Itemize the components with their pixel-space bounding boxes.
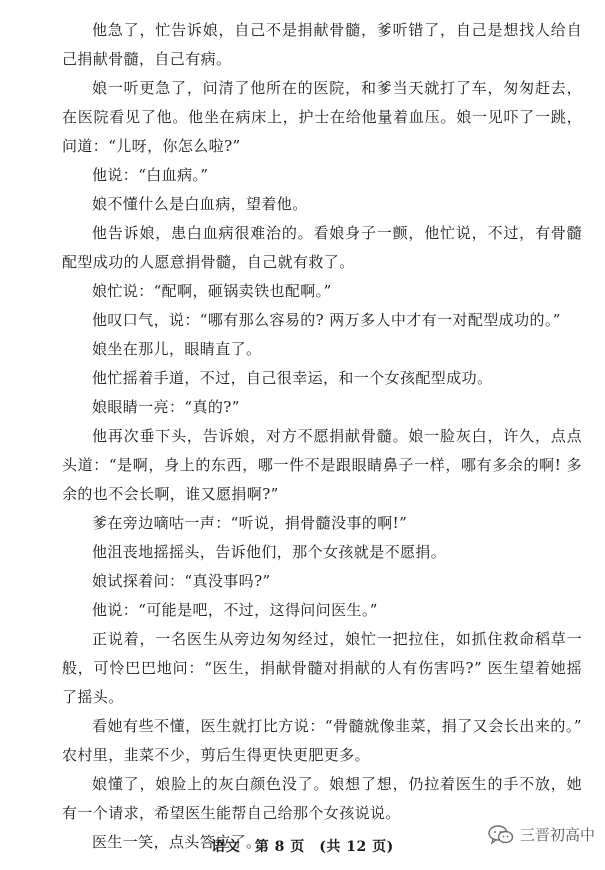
watermark [488, 824, 595, 845]
paragraph: 娘试探着问：“真没事吗?” [92, 572, 271, 590]
paragraph: 他再次垂下头，告诉娘，对方不愿捐献骨髓。娘一脸灰白，许久，点点头道：“是啊，身上的东西，哪一件不是跟眼睛鼻子一样，哪有多余的啊! 多余的也不会长啊，谁又愿捐啊?” [62, 427, 582, 503]
paragraph: 医生一笑，点头答应了。 [92, 833, 262, 851]
page-footer: 语文 第 8 页 (共 12 页) [211, 839, 394, 855]
watermark-label: 三晋初高中 [519, 826, 595, 844]
paragraph: 看她有些不懂，医生就打比方说：“骨髓就像韭菜，捐了又会长出来的。” 农村里，韭菜不少，剪后生得更快更肥更多。 [62, 717, 582, 764]
paragraph: 他说：“可能是吧，不过，这得问问医生。” [92, 601, 378, 619]
paragraph: 正说着，一名医生从旁边匆匆经过，娘忙一把拉住，如抓住救命稻草一般，可怜巴巴地问：“医生，捐献骨髓对捐献的人有伤害吗?” 医生望着她摇了摇头。 [62, 630, 582, 706]
paragraph: 娘懂了，娘脸上的灰白颜色没了。娘想了想，仍拉着医生的手不放，她有一个请求，希望医生能帮自己给那个女孩说说。 [62, 775, 582, 822]
paragraph: 他沮丧地摇摇头，告诉他们，那个女孩就是不愿捐。 [92, 543, 447, 561]
paragraph: 娘眼睛一亮：“真的?” [92, 398, 240, 416]
wechat-icon [488, 825, 514, 845]
paragraph: 娘不懂什么是白血病，望着他。 [92, 195, 308, 213]
paragraph: 娘忙说：“配啊，砸锅卖铁也配啊。” [92, 282, 332, 300]
paragraph: 爹在旁边嘀咕一声：“听说，捐骨髓没事的啊!” [92, 514, 408, 532]
paragraph: 他说：“白血病。” [92, 166, 209, 184]
article-body [62, 16, 582, 857]
paragraph: 他忙摇着手道，不过，自己很幸运，和一个女孩配型成功。 [92, 369, 493, 387]
paragraph: 他急了，忙告诉娘，自己不是捐献骨髓，爹听错了，自己是想找人给自己捐献骨髓，自己有病。 [62, 21, 582, 68]
paragraph: 娘坐在那儿，眼睛直了。 [92, 340, 262, 358]
paragraph: 娘一听更急了，问清了他所在的医院，和爹当天就打了车，匆匆赶去，在医院看见了他。他坐在病床上，护士在给他量着血压。娘一见吓了一跳，问道：“儿呀，你怎么啦?” [62, 79, 582, 155]
paragraph: 他告诉娘，患白血病很难治的。看娘身子一颤，他忙说，不过，有骨髓配型成功的人愿意捐骨髓，自己就有救了。 [62, 224, 582, 271]
paragraph: 他叹口气，说：“哪有那么容易的? 两万多人中才有一对配型成功的。” [92, 311, 561, 329]
